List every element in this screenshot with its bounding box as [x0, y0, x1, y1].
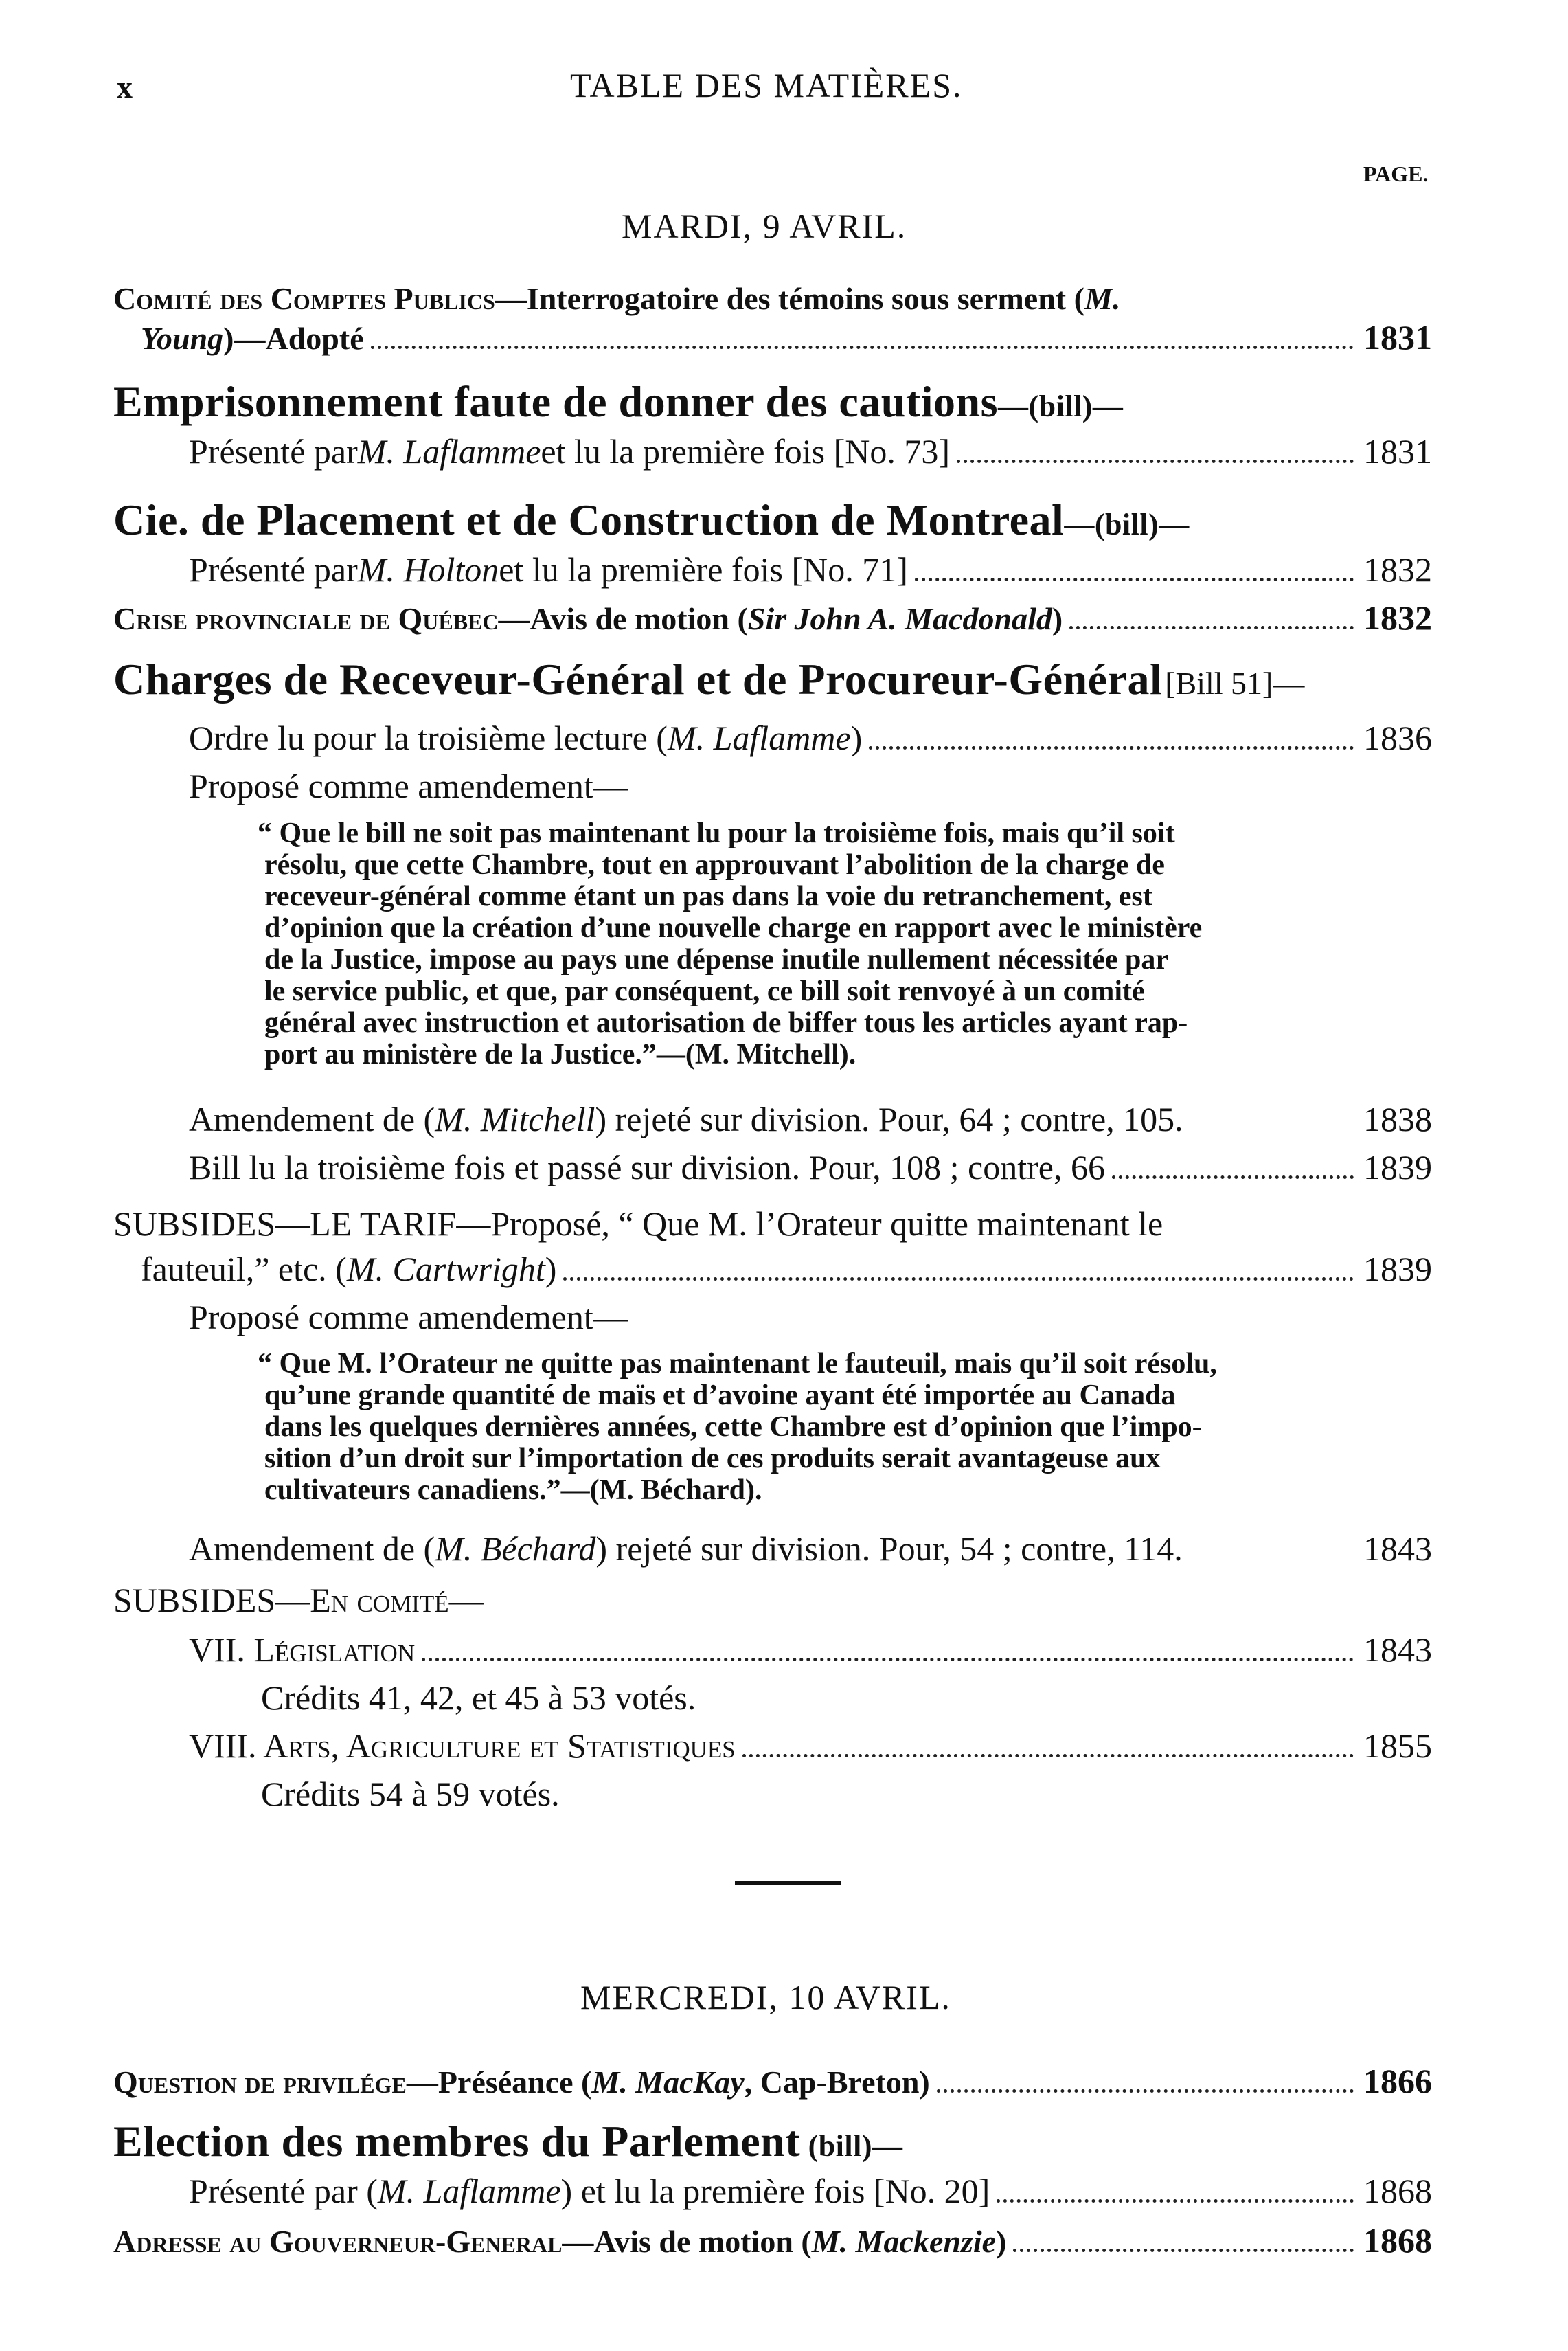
- entry-text: —Préséance (: [406, 2065, 592, 2100]
- entry-lead: Crise provinciale de Québec: [113, 601, 499, 636]
- page-ref: 1838: [1363, 1100, 1432, 1138]
- quote-line: de la Justice, impose au pays une dépense inutile nullement nécessitée par: [264, 944, 1169, 976]
- entry-suffix: —(bill)—: [997, 390, 1124, 423]
- quote-line: “ Que M. l’Orateur ne quitte pas maintenant le fauteuil, mais qu’il soit résolu,: [258, 1348, 1217, 1380]
- entry-member: M.: [1084, 281, 1121, 316]
- page-ref: 1832: [1363, 598, 1432, 637]
- dot-leader: [1112, 1176, 1354, 1179]
- page-ref: 1839: [1363, 1250, 1432, 1288]
- entry-lead: En comité: [310, 1581, 449, 1619]
- entry-third-reading: [189, 1147, 1432, 1187]
- quote-line: “ Que le bill ne soit pas maintenant lu pour la troisième fois, mais qu’il soit: [258, 818, 1175, 849]
- entry-arts-agriculture: [189, 1726, 1432, 1766]
- quote-line: port au ministère de la Justice.”—(M. Mitchell).: [264, 1039, 856, 1070]
- entry-address-governor: [113, 2220, 1432, 2260]
- entry-bill-ref: [Bill 51]—: [1165, 666, 1305, 701]
- entry-member: M. Laflamme: [357, 432, 541, 471]
- entry-text: —Avis de motion (: [562, 2224, 812, 2259]
- entry-member: Sir John A. Macdonald: [747, 601, 1052, 636]
- entry-title-imprisonment: [113, 376, 1123, 427]
- dot-leader: [915, 578, 1354, 581]
- entry-receiver-order: [189, 718, 1432, 758]
- entry-member: M. Mitchell: [435, 1100, 595, 1138]
- entry-member: M. Béchard: [435, 1529, 596, 1568]
- entry-lead: Question de privilége: [113, 2065, 407, 2100]
- entry-title-placement-company: [113, 495, 1190, 545]
- page-ref: 1855: [1363, 1726, 1432, 1765]
- quote-line: qu’une grande quantité de maïs et d’avoine ayant été importée au Canada: [264, 1380, 1176, 1411]
- page-title: TABLE DES MATIÈRES.: [570, 66, 963, 104]
- quote-line: le service public, et que, par conséquent, ce bill soit renvoyé à un comité: [264, 976, 1145, 1007]
- section-divider: [735, 1881, 841, 1885]
- entry-lead: Adresse au Gouverneur-General: [113, 2224, 563, 2259]
- page-ref: 1843: [1363, 1529, 1432, 1568]
- page-ref: 1843: [1363, 1630, 1432, 1669]
- entry-supply-committee: [113, 1580, 484, 1620]
- entry-public-accounts-line2: [141, 317, 1432, 357]
- entry-title-receiver-general: [113, 654, 1304, 705]
- entry-legislation: [189, 1630, 1432, 1669]
- dot-leader: [957, 460, 1354, 463]
- dot-leader: [1013, 2249, 1354, 2252]
- entry-member: M. Cartwright: [346, 1250, 545, 1288]
- entry-privilege: [113, 2061, 1432, 2101]
- entry-text: ) et lu la première fois [No. 20]: [560, 2172, 990, 2210]
- entry-tariff: SUBSIDES—LE TARIF—Proposé, “ Que M. l’Orateur quitte maintenant le: [113, 1204, 1163, 1243]
- entry-member: M. Laflamme: [667, 719, 851, 757]
- entry-text: et lu la première fois [No. 73]: [541, 432, 951, 471]
- entry-lead: Comité des Comptes Publics: [113, 281, 495, 316]
- entry-member-name: Young: [141, 321, 224, 356]
- entry-placement-company-sub: [189, 550, 1432, 589]
- entry-text: ) rejeté sur division. Pour, 64 ; contre, 105.: [595, 1100, 1183, 1138]
- page-ref: 1868: [1363, 2221, 1432, 2260]
- quote-line: cultivateurs canadiens.”—(M. Béchard).: [264, 1474, 762, 1506]
- entry-member: M. Laflamme: [377, 2172, 561, 2210]
- quote-line: général avec instruction et autorisation de biffer tous les articles ayant rap-: [264, 1007, 1188, 1039]
- proposed-amendment-label: Proposé comme amendement—: [189, 767, 628, 805]
- entry-text: SUBSIDES—: [113, 1581, 310, 1619]
- entry-text: ) rejeté sur division. Pour, 54 ; contre, 114.: [595, 1529, 1183, 1568]
- page-ref: 1831: [1363, 318, 1432, 357]
- entry-text: Présenté par: [189, 432, 358, 471]
- entry-text: VII. Législation: [189, 1630, 416, 1669]
- dot-leader: [742, 1754, 1354, 1757]
- entry-election-sub: [189, 2171, 1432, 2211]
- entry-text: —Interrogatoire des témoins sous serment (: [495, 281, 1084, 316]
- quote-line: receveur-général comme étant un pas dans la voie du retranchement, est: [264, 881, 1152, 912]
- entry-tariff-line2: [141, 1249, 1432, 1289]
- entry-bechard-amendment: [189, 1529, 1432, 1568]
- entry-text: ): [996, 2224, 1007, 2259]
- entry-title: Cie. de Placement et de Construction de Montreal: [113, 495, 1065, 544]
- entry-text: ): [545, 1250, 557, 1288]
- entry-imprisonment-sub: [189, 431, 1432, 471]
- page-ref: 1868: [1363, 2172, 1432, 2210]
- page-number: x: [117, 69, 133, 104]
- entry-text: Bill lu la troisième fois et passé sur division. Pour, 108 ; contre, 66: [189, 1148, 1105, 1186]
- page-ref: 1831: [1363, 432, 1432, 471]
- dot-leader: [997, 2199, 1354, 2203]
- entry-text: VIII. Arts, Agriculture et Statistiques: [189, 1726, 736, 1765]
- entry-suffix: (bill)—: [800, 2129, 903, 2163]
- quote-line: résolu, que cette Chambre, tout en approuvant l’abolition de la charge de: [264, 849, 1165, 881]
- entry-member: M. Holton: [357, 550, 499, 589]
- entry-title: Election des membres du Parlement: [113, 2117, 801, 2166]
- entry-text: , Cap-Breton): [744, 2065, 930, 2100]
- entry-text: ): [850, 719, 863, 757]
- entry-text: fauteuil,” etc. (: [141, 1250, 347, 1288]
- dot-leader: [422, 1658, 1354, 1661]
- entry-title-election: [113, 2116, 903, 2167]
- entry-text: Amendement de (: [189, 1100, 435, 1138]
- quote-line: dans les quelques dernières années, cette Chambre est d’opinion que l’impo-: [264, 1411, 1202, 1443]
- credits-voted: Crédits 54 à 59 votés.: [261, 1775, 560, 1813]
- dot-leader: [1069, 626, 1354, 629]
- entry-text: Présenté par (: [189, 2172, 378, 2210]
- date-heading-tuesday: MARDI, 9 AVRIL.: [622, 207, 907, 245]
- dot-leader: [937, 2089, 1354, 2093]
- entry-member: M. MacKay: [591, 2065, 745, 2100]
- date-heading-wednesday: MERCREDI, 10 AVRIL.: [580, 1978, 951, 2016]
- page-ref: 1839: [1363, 1148, 1432, 1186]
- entry-title: Charges de Receveur-Général et de Procureur-Général: [113, 655, 1163, 704]
- page-ref: 1836: [1363, 719, 1432, 757]
- page-column-label: PAGE.: [1363, 161, 1429, 186]
- entry-suffix: —(bill)—: [1064, 508, 1190, 541]
- page-ref: 1832: [1363, 550, 1432, 589]
- entry-text: )—Adopté: [223, 321, 364, 356]
- entry-text: Ordre lu pour la troisième lecture (: [189, 719, 668, 757]
- entry-quebec-crisis: [113, 598, 1432, 638]
- credits-voted: Crédits 41, 42, et 45 à 53 votés.: [261, 1678, 696, 1717]
- dot-leader: [869, 746, 1354, 750]
- proposed-amendment-label: Proposé comme amendement—: [189, 1298, 628, 1336]
- entry-title: Emprisonnement faute de donner des cautions: [113, 377, 998, 426]
- entry-text: Amendement de (: [189, 1529, 435, 1568]
- dot-leader: [371, 346, 1354, 349]
- entry-text: ): [1052, 601, 1063, 636]
- dot-leader: [563, 1277, 1354, 1281]
- page-ref: 1866: [1363, 2062, 1432, 2100]
- entry-text: et lu la première fois [No. 71]: [499, 550, 908, 589]
- entry-mitchell-amendment: [189, 1099, 1432, 1139]
- entry-text: —Avis de motion (: [498, 601, 748, 636]
- entry-member: M. Mackenzie: [811, 2224, 997, 2259]
- entry-public-accounts: [113, 280, 1120, 317]
- quote-line: d’opinion que la création d’une nouvelle charge en rapport avec le ministère: [264, 912, 1203, 944]
- quote-line: sition d’un droit sur l’importation de ces produits serait avantageuse aux: [264, 1443, 1161, 1474]
- entry-text: Présenté par: [189, 550, 358, 589]
- entry-text: —: [448, 1581, 484, 1619]
